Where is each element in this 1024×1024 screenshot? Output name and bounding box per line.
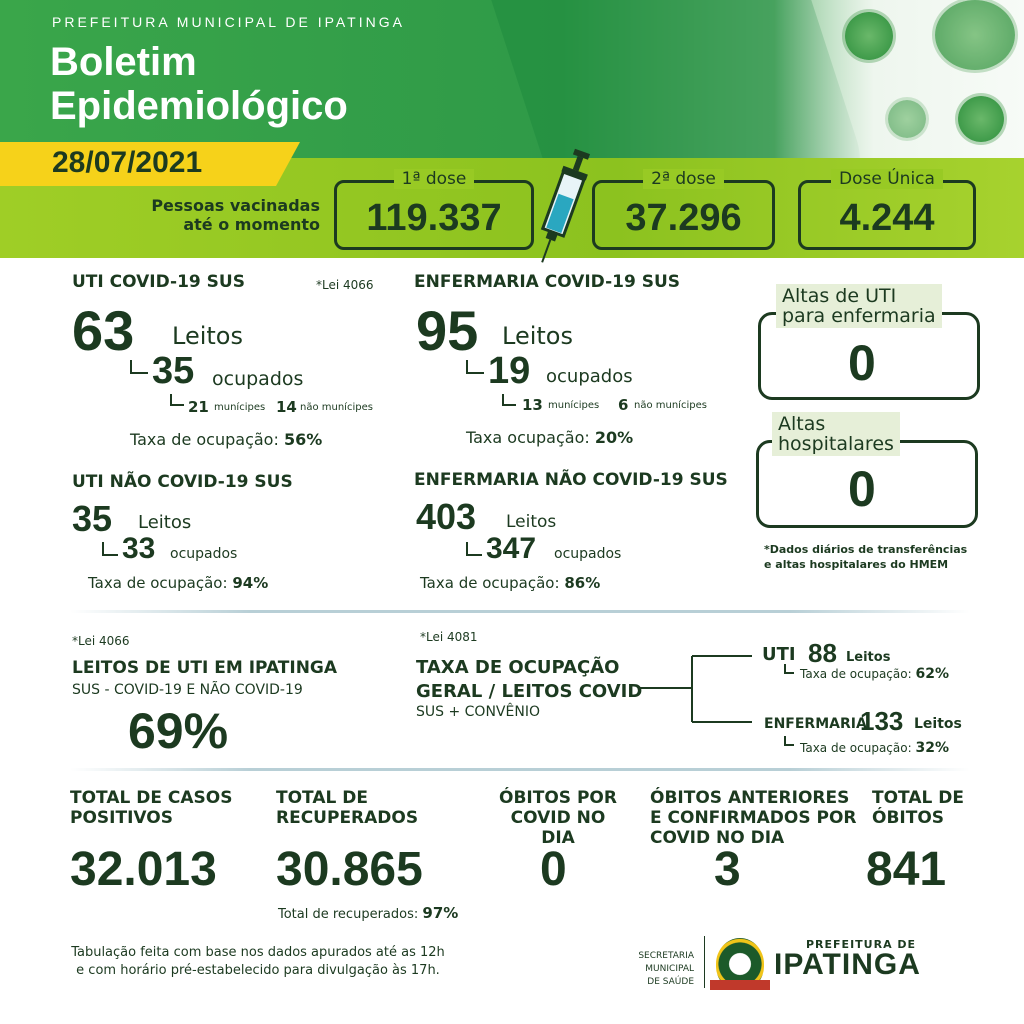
branch-line xyxy=(784,736,794,746)
uti-covid-law: *Lei 4066 xyxy=(316,278,374,292)
footer-note-line1: Tabulação feita com base nos dados apurados até as 12h xyxy=(71,945,445,960)
virus-icon xyxy=(958,96,1004,142)
uti-non-covid-rate-label: Taxa de ocupação: xyxy=(88,574,228,592)
enf-covid-rate-row xyxy=(466,428,633,447)
enf-covid-occupied: 19 xyxy=(488,350,531,392)
enf-covid-non-residents-label: não munícipes xyxy=(634,400,707,411)
uti-covid-beds: 63 xyxy=(72,299,135,362)
footer-note xyxy=(66,944,450,980)
branch-line xyxy=(784,664,794,674)
general-uti-label: UTI xyxy=(762,644,796,665)
enf-covid-non-residents: 6 xyxy=(618,396,629,414)
enf-non-covid-rate-row xyxy=(420,574,600,592)
logo-big-text: IPATINGA xyxy=(774,948,921,981)
single-dose-label: Dose Única xyxy=(831,169,943,189)
single-dose-box xyxy=(798,169,976,250)
side-note-line2: e altas hospitalares do HMEM xyxy=(764,558,949,571)
uti-ipatinga-title: LEITOS DE UTI EM IPATINGA xyxy=(72,658,338,678)
enf-covid-residents-label: munícipes xyxy=(548,400,600,411)
divider xyxy=(70,768,970,771)
single-dose-value: 4.244 xyxy=(839,197,935,239)
deaths-prev-title-line3: COVID NO DIA xyxy=(650,828,785,848)
footer-note-line2: e com horário pré-estabelecido para divulgação às 17h. xyxy=(76,963,440,978)
uti-non-covid-rate-row xyxy=(88,574,268,592)
hosp-discharge-label-line1: Altas xyxy=(778,413,826,435)
enf-non-covid-occupied: 347 xyxy=(486,532,537,565)
uti-non-covid-beds: 35 xyxy=(72,498,113,539)
hosp-discharge-label xyxy=(772,412,900,456)
secretaria-label-line2: DE SAÚDE xyxy=(647,977,694,987)
deaths-prev-title-line2: E CONFIRMADOS POR xyxy=(650,808,857,828)
uti-non-covid-beds-label: Leitos xyxy=(138,512,192,533)
branch-line xyxy=(102,542,118,556)
enf-non-covid-occupied-label: ocupados xyxy=(554,546,622,562)
general-uti-rate-label: Taxa de ocupação: xyxy=(800,667,912,681)
dose2-box xyxy=(592,169,775,250)
deaths-total-title xyxy=(872,788,964,828)
uti-ipatinga-law: *Lei 4066 xyxy=(72,634,130,648)
total-recovered-title-line1: TOTAL DE xyxy=(276,788,368,808)
total-recovered-title xyxy=(276,788,418,828)
side-note-line1: *Dados diários de transferências xyxy=(764,543,968,556)
dose2-label: 2ª dose xyxy=(643,169,724,189)
deaths-total-title-line1: TOTAL DE xyxy=(872,788,964,808)
uti-covid-rate-label: Taxa de ocupação: xyxy=(130,430,279,449)
total-recovered-title-line2: RECUPERADOS xyxy=(276,808,419,828)
connector-lines xyxy=(640,650,760,730)
deaths-total-value: 841 xyxy=(866,843,947,896)
deaths-prev-title xyxy=(650,788,857,848)
deaths-day-title xyxy=(496,788,620,848)
general-rate-law: *Lei 4081 xyxy=(420,630,478,644)
uti-covid-occupied-label: ocupados xyxy=(212,368,304,390)
uti-discharge-label xyxy=(776,284,942,328)
enf-covid-beds: 95 xyxy=(416,299,479,362)
org-label: PREFEITURA MUNICIPAL DE IPATINGA xyxy=(52,14,405,30)
enf-covid-title: ENFERMARIA COVID-19 SUS xyxy=(414,272,681,292)
uti-covid-non-residents: 14 xyxy=(276,398,297,416)
uti-covid-rate: 56% xyxy=(283,430,323,449)
vaccination-caption-line1: Pessoas vacinadas xyxy=(151,196,320,215)
branch-line xyxy=(170,394,184,406)
enf-non-covid-rate: 86% xyxy=(564,574,601,592)
branch-line xyxy=(502,394,516,406)
deaths-prev-title-line1: ÓBITOS ANTERIORES xyxy=(650,788,850,808)
enf-non-covid-rate-label: Taxa de ocupação: xyxy=(420,574,560,592)
secretaria-label xyxy=(588,950,694,989)
enf-covid-rate-label: Taxa ocupação: xyxy=(466,428,590,447)
uti-covid-residents: 21 xyxy=(188,398,209,416)
hosp-discharge-label-line2: hospitalares xyxy=(778,433,894,455)
uti-non-covid-occupied: 33 xyxy=(122,532,156,565)
divider xyxy=(70,610,970,613)
total-recovered-value: 30.865 xyxy=(276,843,423,896)
dose1-box xyxy=(334,169,534,250)
general-enf-beds: 133 xyxy=(860,706,904,736)
branch-line xyxy=(130,360,148,374)
enf-non-covid-beds-label: Leitos xyxy=(506,512,557,532)
side-note xyxy=(764,542,967,572)
general-enf-beds-label: Leitos xyxy=(914,716,962,732)
dose2-value: 37.296 xyxy=(625,197,742,239)
enf-non-covid-title: ENFERMARIA NÃO COVID-19 SUS xyxy=(414,470,728,490)
uti-covid-rate-row xyxy=(130,430,322,449)
dose1-label: 1ª dose xyxy=(394,169,475,189)
deaths-day-value: 0 xyxy=(540,843,567,896)
vaccination-caption xyxy=(120,196,320,234)
enf-covid-rate: 20% xyxy=(594,428,634,447)
general-enf-rate-row xyxy=(800,740,949,756)
total-cases-title-line1: TOTAL DE CASOS xyxy=(70,788,233,808)
logo-small-text: PREFEITURA DE xyxy=(806,938,917,951)
uti-non-covid-occupied-label: ocupados xyxy=(170,546,238,562)
uti-ipatinga-subtitle: SUS - COVID-19 E NÃO COVID-19 xyxy=(72,682,303,698)
uti-covid-beds-label: Leitos xyxy=(172,322,243,350)
recovered-rate: 97% xyxy=(422,904,459,922)
enf-non-covid-beds: 403 xyxy=(416,496,477,537)
enf-covid-occupied-label: ocupados xyxy=(546,366,633,387)
uti-covid-title: UTI COVID-19 SUS xyxy=(72,272,245,292)
general-rate-title-line2: GERAL / LEITOS COVID xyxy=(416,681,643,702)
enf-covid-beds-label: Leitos xyxy=(502,322,573,350)
total-cases-title-line2: POSITIVOS xyxy=(70,808,173,828)
syringe-icon xyxy=(528,140,598,270)
bulletin-date: 28/07/2021 xyxy=(52,146,203,179)
dose1-value: 119.337 xyxy=(366,197,502,239)
general-rate-title-line1: TAXA DE OCUPAÇÃO xyxy=(416,657,620,678)
general-uti-beds-label: Leitos xyxy=(846,650,891,665)
secretaria-label-line1: SECRETARIA MUNICIPAL xyxy=(638,951,694,974)
crest-ribbon xyxy=(710,980,770,990)
virus-icon xyxy=(888,100,926,138)
deaths-day-title-line2: COVID NO DIA xyxy=(510,808,606,848)
uti-non-covid-rate: 94% xyxy=(232,574,269,592)
recovered-rate-label: Total de recuperados: xyxy=(278,907,419,922)
uti-covid-residents-label: munícipes xyxy=(214,402,266,413)
general-uti-rate: 62% xyxy=(915,666,949,682)
uti-discharge-value: 0 xyxy=(848,335,876,391)
page-title-line2: Epidemiológico xyxy=(50,84,348,128)
general-rate-subtitle: SUS + CONVÊNIO xyxy=(416,704,540,720)
general-uti-rate-row xyxy=(800,666,949,682)
uti-non-covid-title: UTI NÃO COVID-19 SUS xyxy=(72,472,293,492)
uti-ipatinga-value: 69% xyxy=(128,703,229,759)
branch-line xyxy=(466,542,482,556)
general-enf-rate: 32% xyxy=(915,740,949,756)
virus-icon xyxy=(935,0,1015,70)
general-enf-rate-label: Taxa de ocupação: xyxy=(800,741,912,755)
deaths-prev-value: 3 xyxy=(714,843,741,896)
uti-discharge-label-line2: para enfermaria xyxy=(782,305,936,327)
total-cases-title xyxy=(70,788,232,828)
deaths-total-title-line2: ÓBITOS xyxy=(872,808,945,828)
recovered-rate-row xyxy=(278,904,458,922)
general-enf-label: ENFERMARIA xyxy=(764,716,867,732)
uti-covid-occupied: 35 xyxy=(152,350,195,392)
footer-separator xyxy=(704,936,705,988)
virus-icon xyxy=(845,12,893,60)
uti-discharge-label-line1: Altas de UTI xyxy=(782,285,897,307)
hosp-discharge-value: 0 xyxy=(848,461,876,517)
vaccination-caption-line2: até o momento xyxy=(183,215,320,234)
uti-covid-non-residents-label: não munícipes xyxy=(300,402,373,413)
enf-covid-residents: 13 xyxy=(522,396,543,414)
general-rate-title xyxy=(416,656,642,704)
branch-line xyxy=(466,360,484,374)
deaths-day-title-line1: ÓBITOS POR xyxy=(499,788,617,808)
page-title-line1: Boletim xyxy=(50,40,197,84)
general-uti-beds: 88 xyxy=(808,638,837,668)
total-cases-value: 32.013 xyxy=(70,843,217,896)
